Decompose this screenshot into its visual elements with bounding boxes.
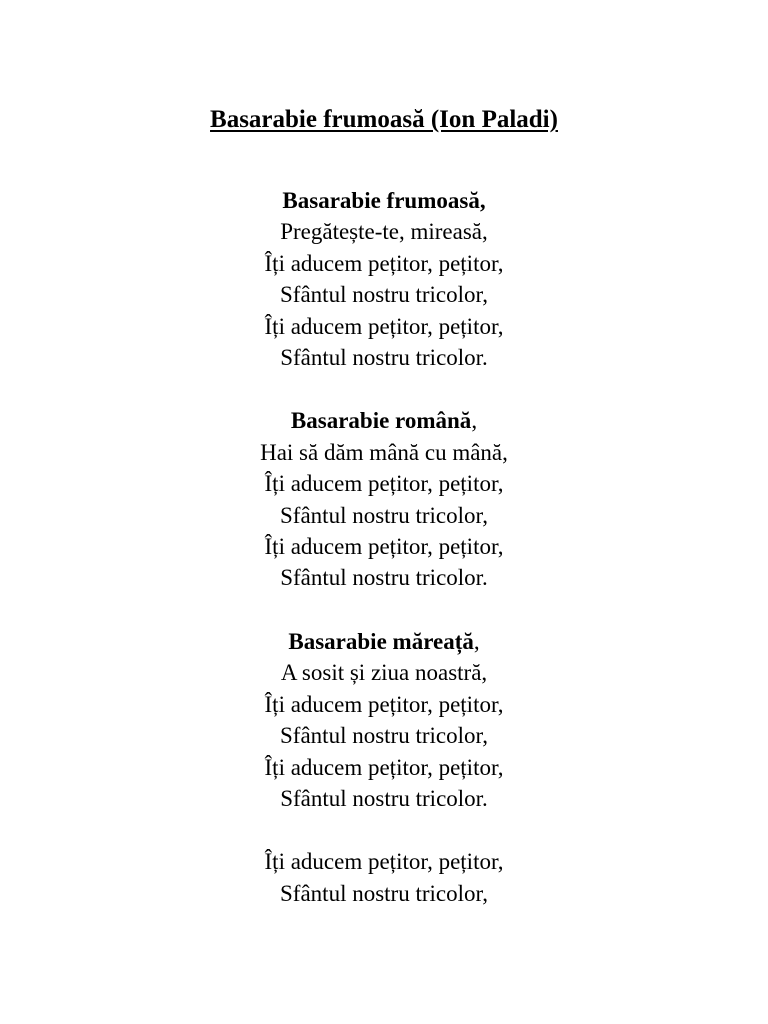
poem-line: Sfântul nostru tricolor. <box>280 785 488 811</box>
poem-line: Sfântul nostru tricolor, <box>280 880 488 906</box>
stanza <box>0 846 768 909</box>
poem-line: Hai să dăm mână cu mână, <box>260 439 508 465</box>
stanza-heading-text: Basarabie română <box>290 408 472 434</box>
poem-line: Sfântul nostru tricolor. <box>280 565 488 591</box>
poem-line: Îți aducem pețitor, pețitor, <box>264 313 504 339</box>
poem-line: Îți aducem pețitor, pețitor, <box>264 849 504 875</box>
poem-line: Îți aducem pețitor, pețitor, <box>264 534 504 560</box>
poem-line: Îți aducem pețitor, pețitor, <box>264 250 504 276</box>
stanza-heading-text: Basarabie frumoasă, <box>282 188 486 213</box>
stanza-heading <box>0 626 768 657</box>
page-title: Basarabie frumoasă (Ion Paladi) <box>210 106 558 133</box>
stanza <box>0 185 768 373</box>
poem-line: Sfântul nostru tricolor, <box>280 282 488 308</box>
poem-line: Pregătește-te, mireasă, <box>280 219 488 245</box>
poem-line: A sosit și ziua noastră, <box>280 660 488 686</box>
poem-line: Îți aducem pețitor, pețitor, <box>264 691 504 717</box>
poem-line: Îți aducem pețitor, pețitor, <box>264 471 504 497</box>
stanza-heading <box>0 185 768 216</box>
poem-body <box>0 185 768 941</box>
stanza-heading-punct: , <box>473 628 480 654</box>
stanza <box>0 405 768 593</box>
stanza-heading-punct: , <box>471 408 478 434</box>
stanza-heading <box>0 405 768 436</box>
stanza-heading-text: Basarabie măreață <box>288 628 474 654</box>
poem-line: Sfântul nostru tricolor, <box>280 502 488 528</box>
stanza <box>0 626 768 814</box>
poem-line: Sfântul nostru tricolor, <box>280 723 488 749</box>
poem-line: Îți aducem pețitor, pețitor, <box>264 754 504 780</box>
poem-line: Sfântul nostru tricolor. <box>280 345 488 371</box>
